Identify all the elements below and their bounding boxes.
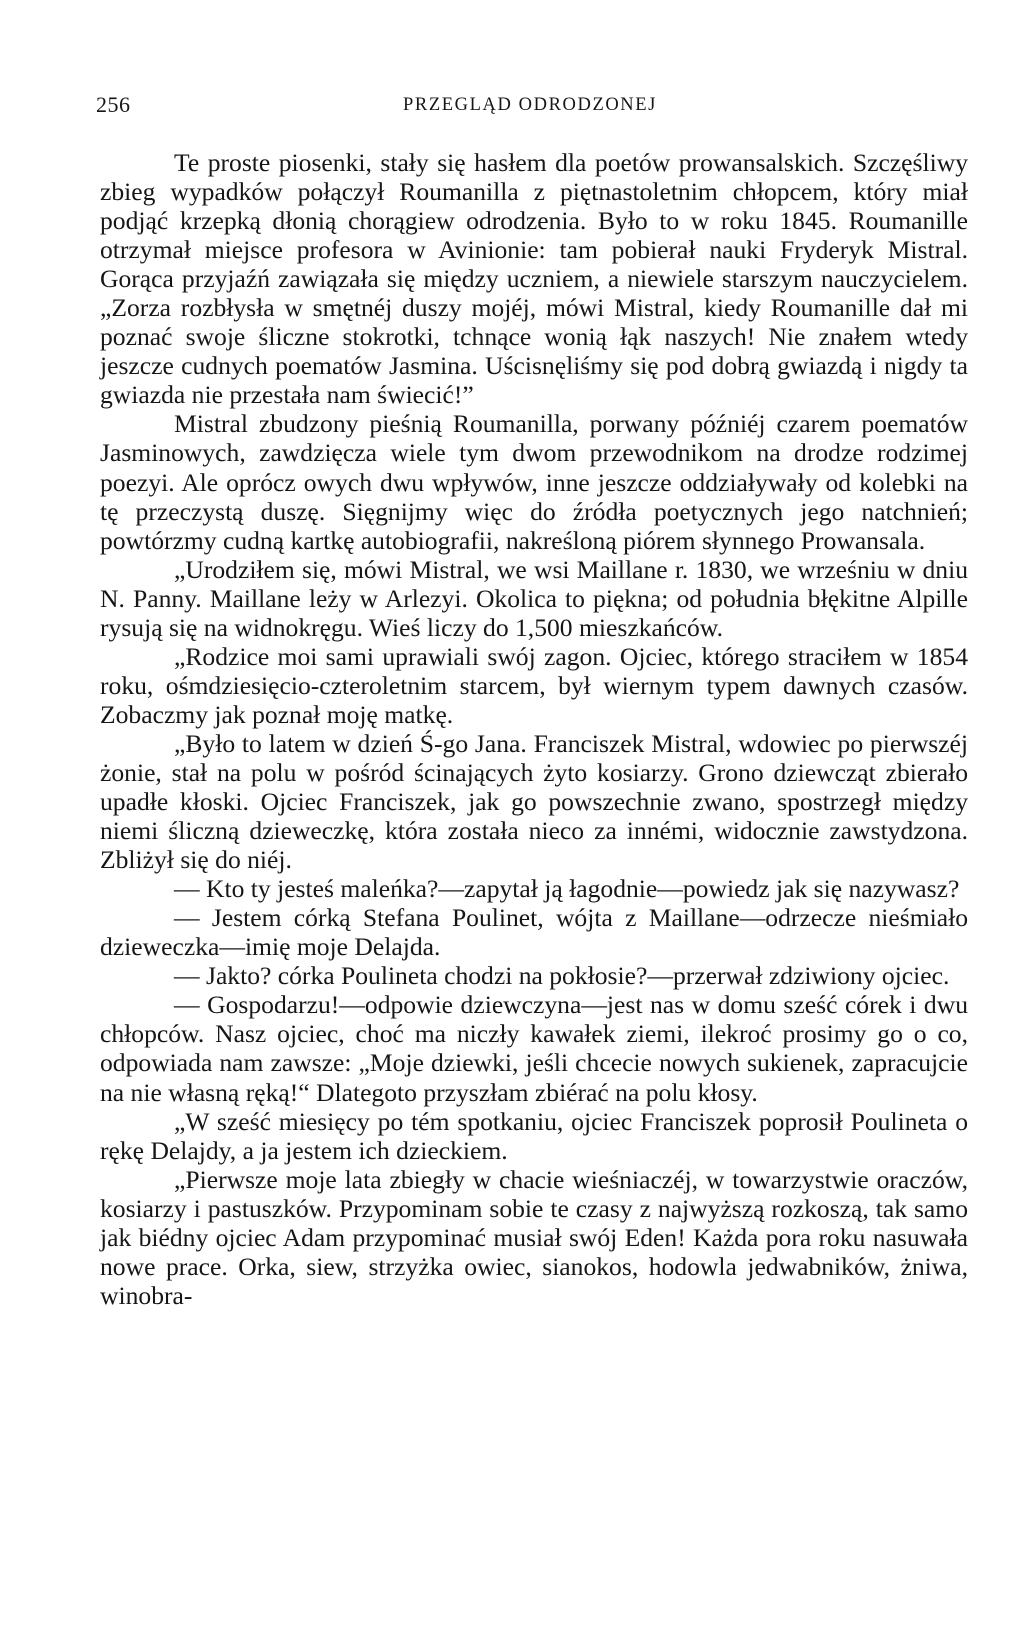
dialogue-paragraph: — Jakto? córka Poulineta chodzi na pokłosie?—przerwał zdziwiony ojciec.	[174, 961, 950, 991]
paragraph: „Urodziłem się, mówi Mistral, we wsi Maillane r. 1830, we wrześniu w dniu N. Panny. Maillane leży w Arlezyi. Okolica to piękna; od południa błękitne Alpille rysują się na widnokręgu. Wieś liczy do 1,500 mieszkańców.	[100, 554, 968, 642]
dialogue-paragraph: — Gospodarzu!—odpowie dziewczyna—jest nas w domu sześć córek i dwu chłopców. Nasz ojciec, choć ma niczły kawałek ziemi, ilekroć prosimy go o co, odpowiada nam zawsze: „Moje dziewki, jeśli chcecie nowych sukienek, zapracujcie na nie własną ręką!“ Dlategoto przyszłam zbiérać na polu kłosy.	[100, 990, 968, 1107]
body-text	[100, 148, 968, 1310]
running-title: PRZEGLĄD ODRODZONEJ	[403, 95, 657, 115]
dialogue-paragraph: — Kto ty jesteś maleńka?—zapytał ją łagodnie—powiedz jak się nazywasz?	[174, 874, 960, 904]
dialogue-paragraph: — Jestem córką Stefana Poulinet, wójta z Maillane—odrzecze nieśmiało dzieweczka—imię moje Delajda.	[100, 903, 968, 962]
paragraph: „W sześć miesięcy po tém spotkaniu, ojciec Franciszek poprosił Poulineta o rękę Delajdy, a ja jestem ich dzieckiem.	[100, 1106, 968, 1165]
page-header	[96, 90, 964, 120]
page-number: 256	[96, 92, 131, 117]
paragraph: „Pierwsze moje lata zbiegły w chacie wieśniaczéj, w towarzystwie oraczów, kosiarzy i pastuszków. Przypominam sobie te czasy z najwyższą rozkoszą, tak samo jak biédny ojciec Adam przypominać musiał swój Eden! Każda pora roku nasuwała nowe prace. Orka, siew, strzyżka owiec, sianokos, hodowla jedwabników, żniwa, winobra-	[100, 1164, 968, 1310]
paragraph: Te proste piosenki, stały się hasłem dla poetów prowansalskich. Szczęśliwy zbieg wypadków połączył Roumanilla z piętnastoletnim chłopcem, który miał podjąć krzepką dłonią chorągiew odrodzenia. Było to w roku 1845. Roumanille otrzymał miejsce profesora w Avinionie: tam pobierał nauki Fryderyk Mistral. Gorąca przyjaźń zawiązała się między uczniem, a niewiele starszym nauczycielem. „Zorza rozbłysła w smętnéj duszy mojéj, mówi Mistral, kiedy Roumanille dał mi poznać swoje śliczne stokrotki, tchnące wonią łąk naszych! Nie znałem wtedy jeszcze cudnych poematów Jasmina. Uścisnęliśmy się pod dobrą gwiazdą i nigdy ta gwiazda nie przestała nam świecić!”	[100, 148, 968, 410]
paragraph: „Było to latem w dzień Ś-go Jana. Franciszek Mistral, wdowiec po pierwszéj żonie, stał na polu w pośród ścinających żyto kosiarzy. Grono dziewcząt zbierało upadłe kłoski. Ojciec Franciszek, jak go powszechnie zwano, spostrzegł między niemi śliczną dzieweczkę, która została nieco za innémi, widocznie zawstydzona. Zbliżył się do niéj.	[100, 728, 968, 875]
paragraph: „Rodzice moi sami uprawiali swój zagon. Ojciec, którego straciłem w 1854 roku, ośmdziesięcio-czteroletnim starcem, był wiernym typem dawnych czasów. Zobaczmy jak poznał moję matkę.	[100, 641, 968, 729]
paragraph: Mistral zbudzony pieśnią Roumanilla, porwany późniéj czarem poematów Jasminowych, zawdzięcza wiele tym dwom przewodnikom na drodze rodzimej poezyi. Ale oprócz owych dwu wpływów, inne jeszcze oddziaływały od kolebki na tę przeczystą duszę. Sięgnijmy więc do źródła poetycznych jego natchnień; powtórzmy cudną kartkę autobiografii, nakreśloną piórem słynnego Prowansala.	[100, 409, 968, 555]
